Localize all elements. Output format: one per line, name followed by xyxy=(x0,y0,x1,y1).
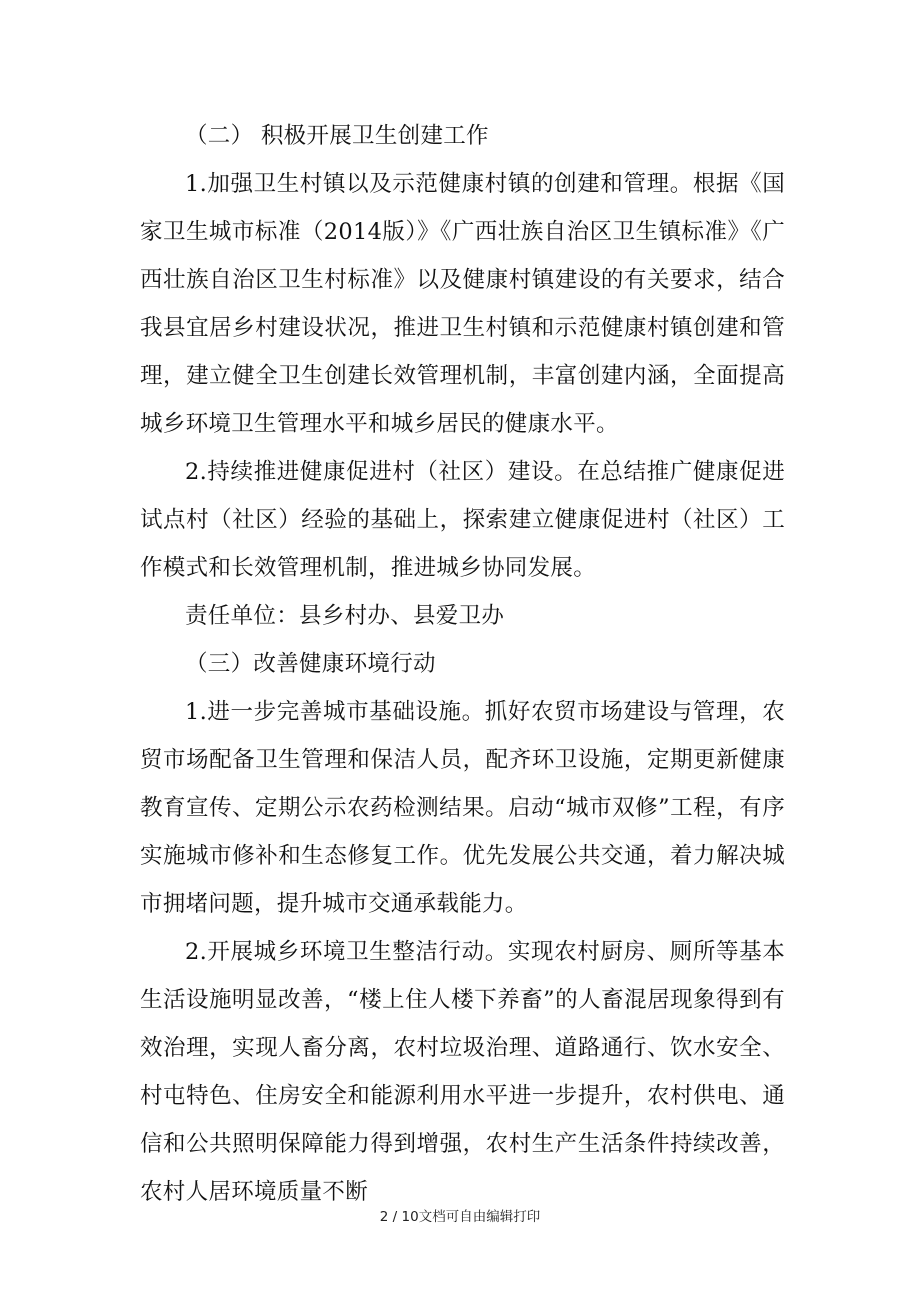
section-heading-2: （二） 积极开展卫生创建工作 xyxy=(185,123,489,149)
section-heading-3: （三）改善健康环境行动 xyxy=(185,651,436,677)
paragraph-village-town-creation: 1.加强卫生村镇以及示范健康村镇的创建和管理。根据《国家卫生城市标准（2014版）》《广西壮族自治区卫生镇标准》《广西壮族自治区卫生村标准》以及健康村镇建设的有关要求，结合我县宜居乡村建设状况，推进卫生村镇和示范健康村镇创建和管理，建立健全卫生创建长效管理机制，丰富创建内涵，全面提高城乡环境卫生管理水平和城乡居民的健康水平。 xyxy=(140,171,785,437)
responsible-units: 责任单位：县乡村办、县爱卫办 xyxy=(185,603,505,629)
paragraph-urban-infrastructure: 1.进一步完善城市基础设施。抓好农贸市场建设与管理，农贸市场配备卫生管理和保洁人员，配齐环卫设施，定期更新健康教育宣传、定期公示农药检测结果。启动“城市双修”工程，有序实施城市修补和生态修复工作。优先发展公共交通，着力解决城市拥堵问题，提升城市交通承载能力。 xyxy=(140,699,785,917)
paragraph-environment-cleanup: 2.开展城乡环境卫生整洁行动。实现农村厨房、厕所等基本生活设施明显改善，“楼上住人楼下养畜”的人畜混居现象得到有效治理，实现人畜分离，农村垃圾治理、道路通行、饮水安全、村屯特色、住房安全和能源利用水平进一步提升，农村供电、通信和公共照明保障能力得到增强，农村生产生活条件持续改善，农村人居环境质量不断 xyxy=(140,939,785,1205)
page-footer: 2 / 10文档可自由编辑打印 xyxy=(379,1209,541,1225)
paragraph-health-promotion-village: 2.持续推进健康促进村（社区）建设。在总结推广健康促进试点村（社区）经验的基础上，探索建立健康促进村（社区）工作模式和长效管理机制，推进城乡协同发展。 xyxy=(140,459,785,581)
document-body xyxy=(140,112,785,1216)
